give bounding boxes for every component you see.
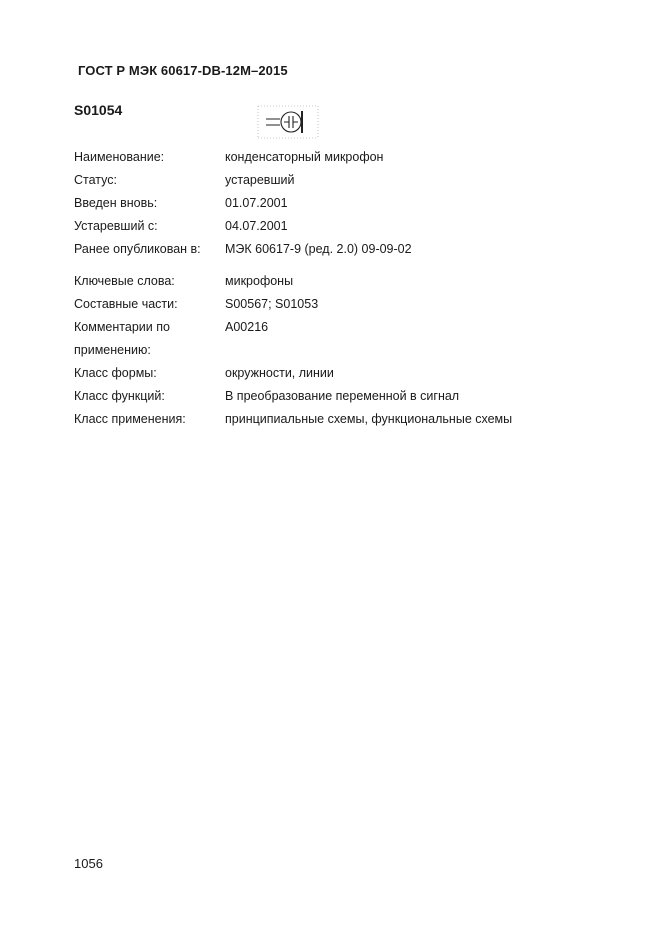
- field-row-status: [74, 169, 614, 192]
- field-label: Введен вновь:: [74, 196, 158, 210]
- field-label: Класс применения:: [74, 412, 186, 426]
- field-value: микрофоны: [225, 274, 294, 288]
- field-label: Комментарии по: [74, 320, 170, 334]
- field-row-obsolete: [74, 215, 614, 238]
- field-value: A00216: [225, 320, 269, 334]
- field-row-shape-class: [74, 362, 614, 385]
- field-label: Составные части:: [74, 297, 178, 311]
- field-label: Статус:: [74, 173, 117, 187]
- field-value: 01.07.2001: [225, 196, 288, 210]
- field-row-keywords: [74, 270, 614, 293]
- document-header: ГОСТ Р МЭК 60617-DB-12M–2015: [78, 63, 288, 78]
- field-value: [225, 339, 614, 362]
- field-row-components: [74, 293, 614, 316]
- field-value: принципиальные схемы, функциональные схемы: [225, 412, 513, 426]
- field-label: применению:: [74, 343, 151, 357]
- field-label: Ключевые слова:: [74, 274, 175, 288]
- field-row-application-class: [74, 408, 614, 431]
- field-value: конденсаторный микрофон: [225, 150, 384, 164]
- field-row-function-class: [74, 385, 614, 408]
- field-value: окружности, линии: [225, 366, 334, 380]
- field-row-name: [74, 146, 614, 169]
- field-value: S00567; S01053: [225, 297, 319, 311]
- page-number: 1056: [74, 856, 103, 871]
- field-row-previously-published: [74, 238, 614, 261]
- field-value: В преобразование переменной в сигнал: [225, 389, 460, 403]
- condenser-microphone-symbol-icon: [256, 104, 320, 140]
- field-row-application-notes-cont: [74, 339, 614, 362]
- field-value: 04.07.2001: [225, 219, 288, 233]
- field-value: устаревший: [225, 173, 295, 187]
- field-label: Класс формы:: [74, 366, 157, 380]
- field-label: Устаревший с:: [74, 219, 158, 233]
- field-label: Наименование:: [74, 150, 165, 164]
- field-value: МЭК 60617-9 (ред. 2.0) 09-09-02: [225, 242, 412, 256]
- symbol-code: S01054: [74, 102, 123, 118]
- symbol-attributes: [74, 146, 614, 431]
- field-row-application-notes: [74, 316, 614, 339]
- field-row-introduced: [74, 192, 614, 215]
- field-label: Класс функций:: [74, 389, 165, 403]
- field-label: Ранее опубликован в:: [74, 242, 201, 256]
